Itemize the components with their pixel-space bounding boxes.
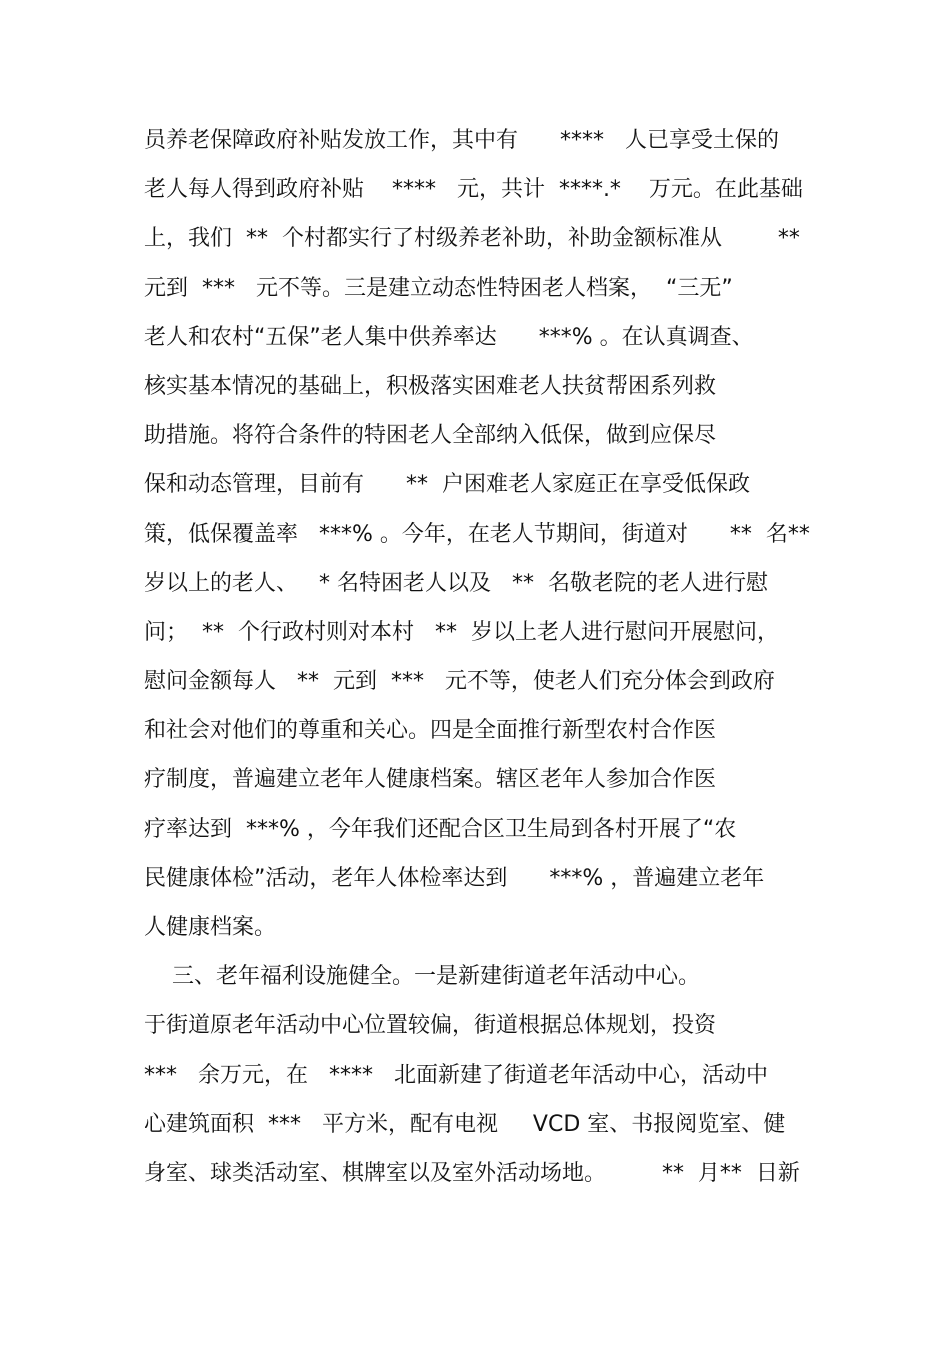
- text-line-8: 保和动态管理，目前有 ** 户困难老人家庭正在享受低保政: [144, 472, 750, 498]
- text-line-21: 心建筑面积 *** 平方米，配有电视 VCD 室、书报阅览室、健: [144, 1111, 786, 1137]
- text-line-1: 员养老保障政府补贴发放工作，其中有 **** 人已享受土保的: [144, 128, 779, 153]
- text-line-12: 慰问金额每人 ** 元到 *** 元不等，使老人们充分体会到政府: [144, 669, 775, 695]
- text-line-16: 民健康体检”活动，老年人体检率达到 ***% ，普遍建立老年: [144, 865, 765, 891]
- text-line-4: 元到 *** 元不等。三是建立动态性特困老人档案， “三无”: [144, 275, 733, 301]
- text-line-10: 岁以上的老人、 * 名特困老人以及 ** 名敬老院的老人进行慰: [144, 570, 768, 596]
- text-line-9: 策，低保覆盖率 ***% 。今年，在老人节期间，街道对 ** 名**: [144, 521, 810, 547]
- text-line-11: 问； ** 个行政村则对本村 ** 岁以上老人进行慰问开展慰问，: [144, 619, 779, 645]
- text-line-2: 老人每人得到政府补贴 **** 元，共计 ****.* 万元。在此基础: [144, 177, 803, 203]
- text-line-15: 疗率达到 ***% ，今年我们还配合区卫生局到各村开展了“农: [144, 816, 737, 842]
- body-text: [144, 116, 816, 1198]
- text-line-22: 身室、球类活动室、棋牌室以及室外活动场地。 ** 月** 日新: [144, 1160, 800, 1186]
- text-line-13: 和社会对他们的尊重和关心。四是全面推行新型农村合作医: [144, 718, 717, 744]
- text-line-20: *** 余万元，在 **** 北面新建了街道老年活动中心，活动中: [144, 1062, 768, 1088]
- text-line-17: 人健康档案。: [144, 915, 277, 940]
- text-line-6: 核实基本情况的基础上，积极落实困难老人扶贫帮困系列救: [144, 373, 717, 399]
- text-line-19: 于街道原老年活动中心位置较偏，街道根据总体规划，投资: [144, 1013, 717, 1039]
- text-line-5: 老人和农村“五保”老人集中供养率达 ***% 。在认真调查、: [144, 324, 754, 350]
- text-line-7: 助措施。将符合条件的特困老人全部纳入低保，做到应保尽: [144, 423, 717, 449]
- text-line-14: 疗制度，普遍建立老年人健康档案。辖区老年人参加合作医: [144, 767, 717, 793]
- text-line-3: 上，我们 ** 个村都实行了村级养老补助，补助金额标准从 **: [144, 226, 800, 252]
- text-line-18: 三、老年福利设施健全。一是新建街道老年活动中心。: [144, 964, 700, 990]
